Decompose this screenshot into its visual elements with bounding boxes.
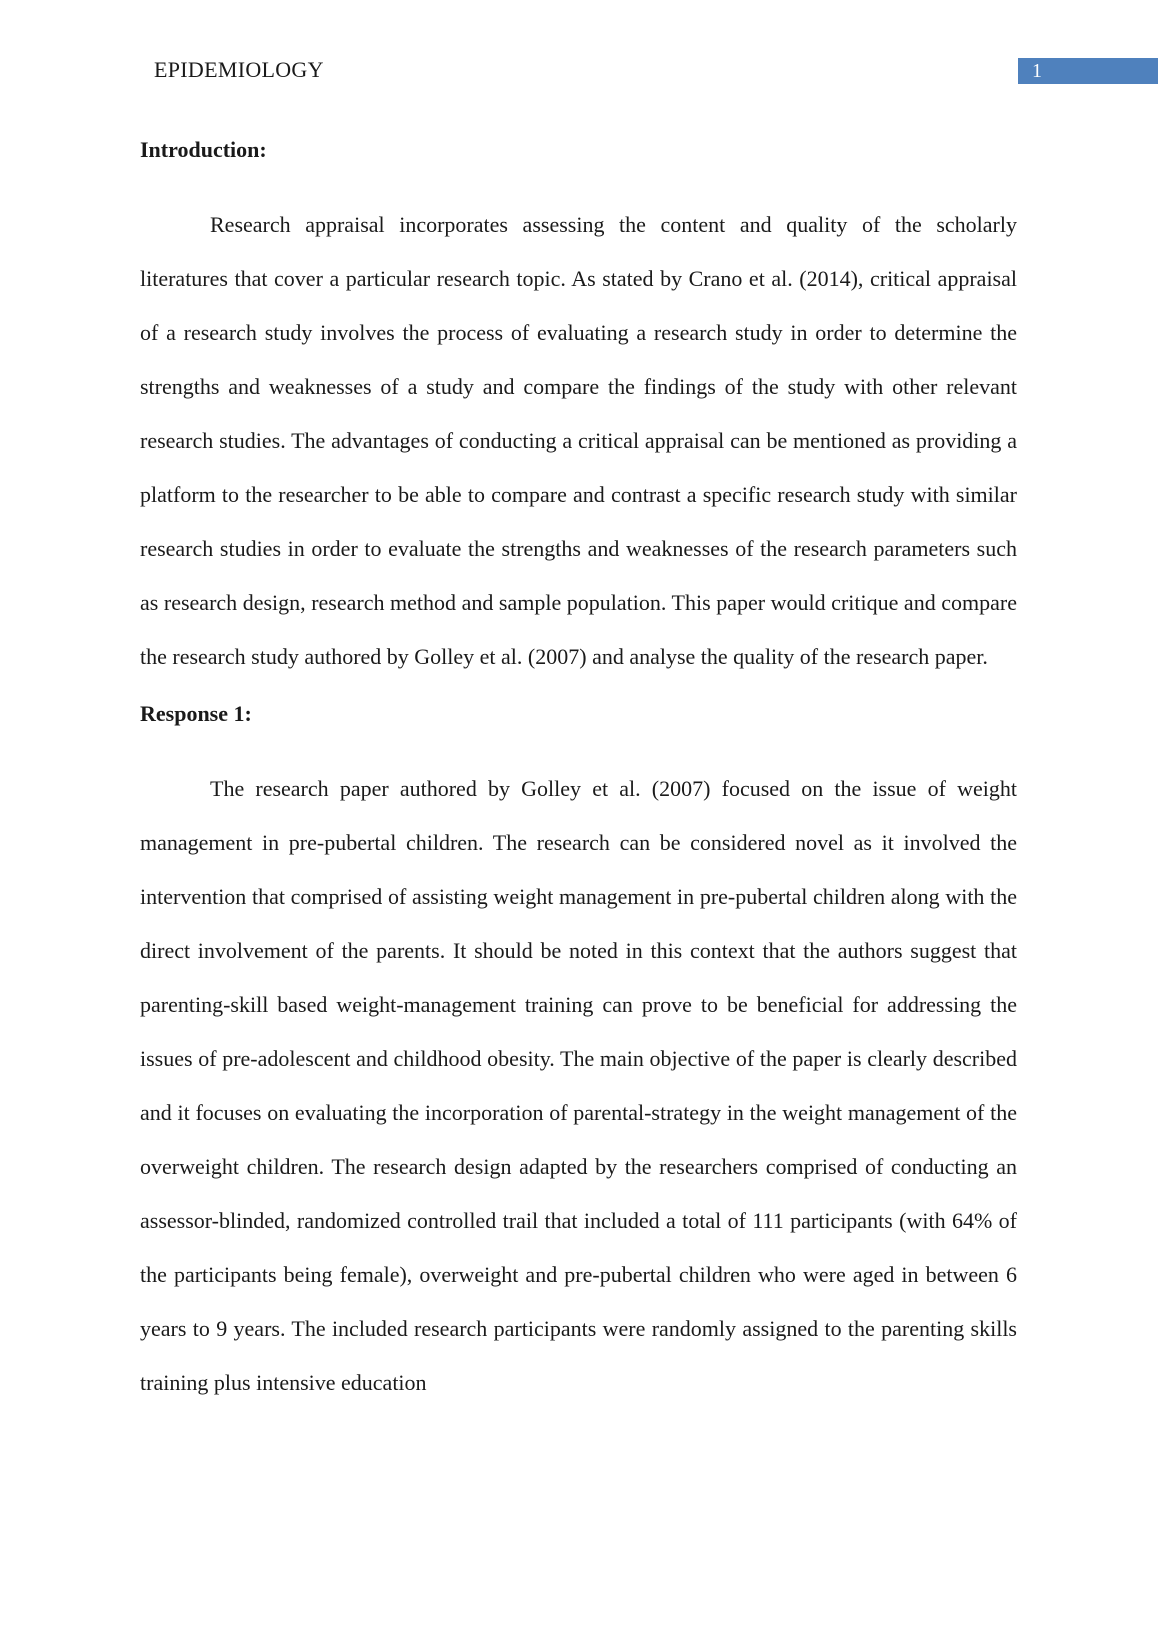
section-heading-response-1: Response 1:	[140, 701, 252, 726]
paragraph-introduction: Research appraisal incorporates assessing the content and quality of the scholarly literatures that cover a particular research topic. As stated by Crano et al. (2014), critical appraisal of a research study involves the process of evaluating a research study in order to determine the strengths and weaknesses of a study and compare the findings of the study with other relevant research studies. The advantages of conducting a critical appraisal can be mentioned as providing a platform to the researcher to be able to compare and contrast a specific research study with similar research studies in order to evaluate the strengths and weaknesses of the research parameters such as research design, research method and sample population. This paper would critique and compare the research study authored by Golley et al. (2007) and analyse the quality of the research paper.	[140, 212, 1017, 669]
paragraph-response-1: The research paper authored by Golley et al. (2007) focused on the issue of weight management in pre-pubertal children. The research can be considered novel as it involved the intervention that comprised of assisting weight management in pre-pubertal children along with the direct involvement of the parents. It should be noted in this context that the authors suggest that parenting-skill based weight-management training can prove to be beneficial for addressing the issues of pre-adolescent and childhood obesity. The main objective of the paper is clearly described and it focuses on evaluating the incorporation of parental-strategy in the weight management of the overweight children. The research design adapted by the researchers comprised of conducting an assessor-blinded, randomized controlled trail that included a total of 111 participants (with 64% of the participants being female), overweight and pre-pubertal children who were aged in between 6 years to 9 years. The included research participants were randomly assigned to the parenting skills training plus intensive education	[140, 776, 1017, 1395]
section-heading-introduction: Introduction:	[140, 137, 267, 162]
page-number: 1	[1018, 58, 1158, 84]
document-body	[140, 136, 1017, 1410]
running-head: EPIDEMIOLOGY	[154, 57, 324, 82]
